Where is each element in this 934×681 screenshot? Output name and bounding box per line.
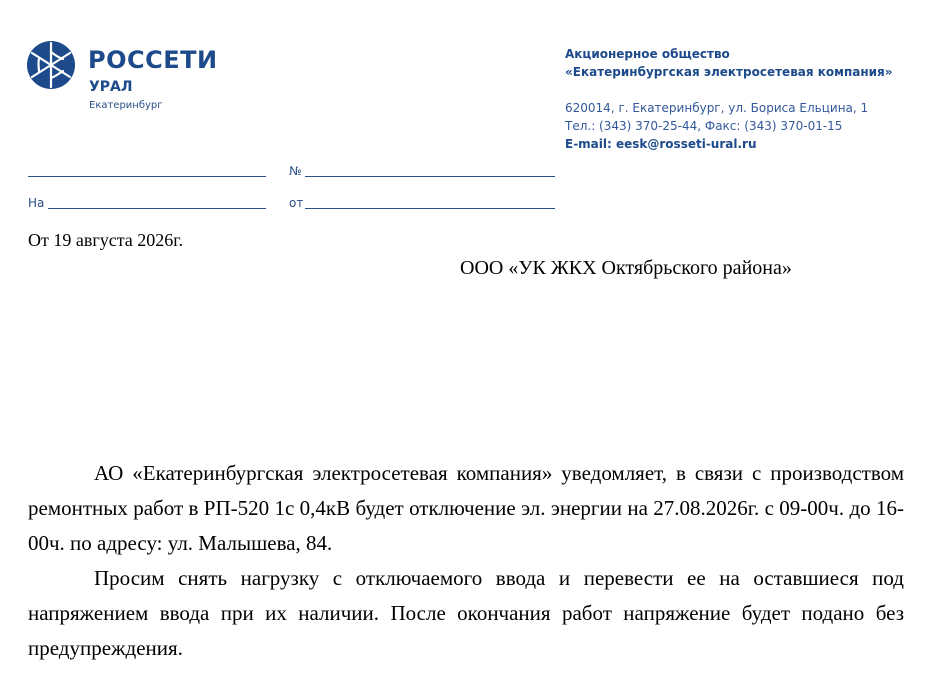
contacts-block [565, 99, 868, 153]
letter-date: От 19 августа 2026г. [28, 230, 184, 250]
reg-on-line [48, 208, 266, 209]
company-address: 620014, г. Екатеринбург, ул. Бориса Ельцина, 1 [565, 101, 869, 115]
rosseti-logo-icon [26, 40, 76, 90]
logo-subtitle: УРАЛ [89, 79, 133, 95]
reg-from-line [305, 208, 555, 209]
reg-on-label: На [28, 196, 45, 210]
letter-paragraph-1: АО «Екатеринбургская электросетевая компания» уведомляет, в связи с производством ремонтных работ в РП-520 1с 0,4кВ будет отключение эл. энергии на 27.08.2026г. с 09-00ч. до 16-00ч. по адресу: ул. Малышева, 84. [28, 461, 904, 555]
reg-from-label: от [289, 196, 304, 210]
company-block [565, 45, 893, 81]
letter-body [28, 456, 904, 666]
company-type: Акционерное общество [565, 47, 730, 61]
reg-date-line [28, 176, 266, 177]
company-phone-fax: Тел.: (343) 370-25-44, Факс: (343) 370-01-15 [565, 119, 843, 133]
logo-city: Екатеринбург [89, 100, 163, 111]
reg-number-label: № [289, 164, 302, 178]
company-email: E-mail: eesk@rosseti-ural.ru [565, 137, 757, 151]
company-name: «Екатеринбургская электросетевая компания» [565, 65, 893, 79]
reg-number-line [305, 176, 555, 177]
letter-paragraph-2: Просим снять нагрузку с отключаемого ввода и перевести ее на оставшиеся под напряжением ввода при их наличии. После окончания работ напряжение будет подано без предупреждения. [28, 566, 904, 660]
letter-addressee: ООО «УК ЖКХ Октябрьского района» [460, 257, 792, 279]
logo-title: РОССЕТИ [88, 46, 218, 74]
